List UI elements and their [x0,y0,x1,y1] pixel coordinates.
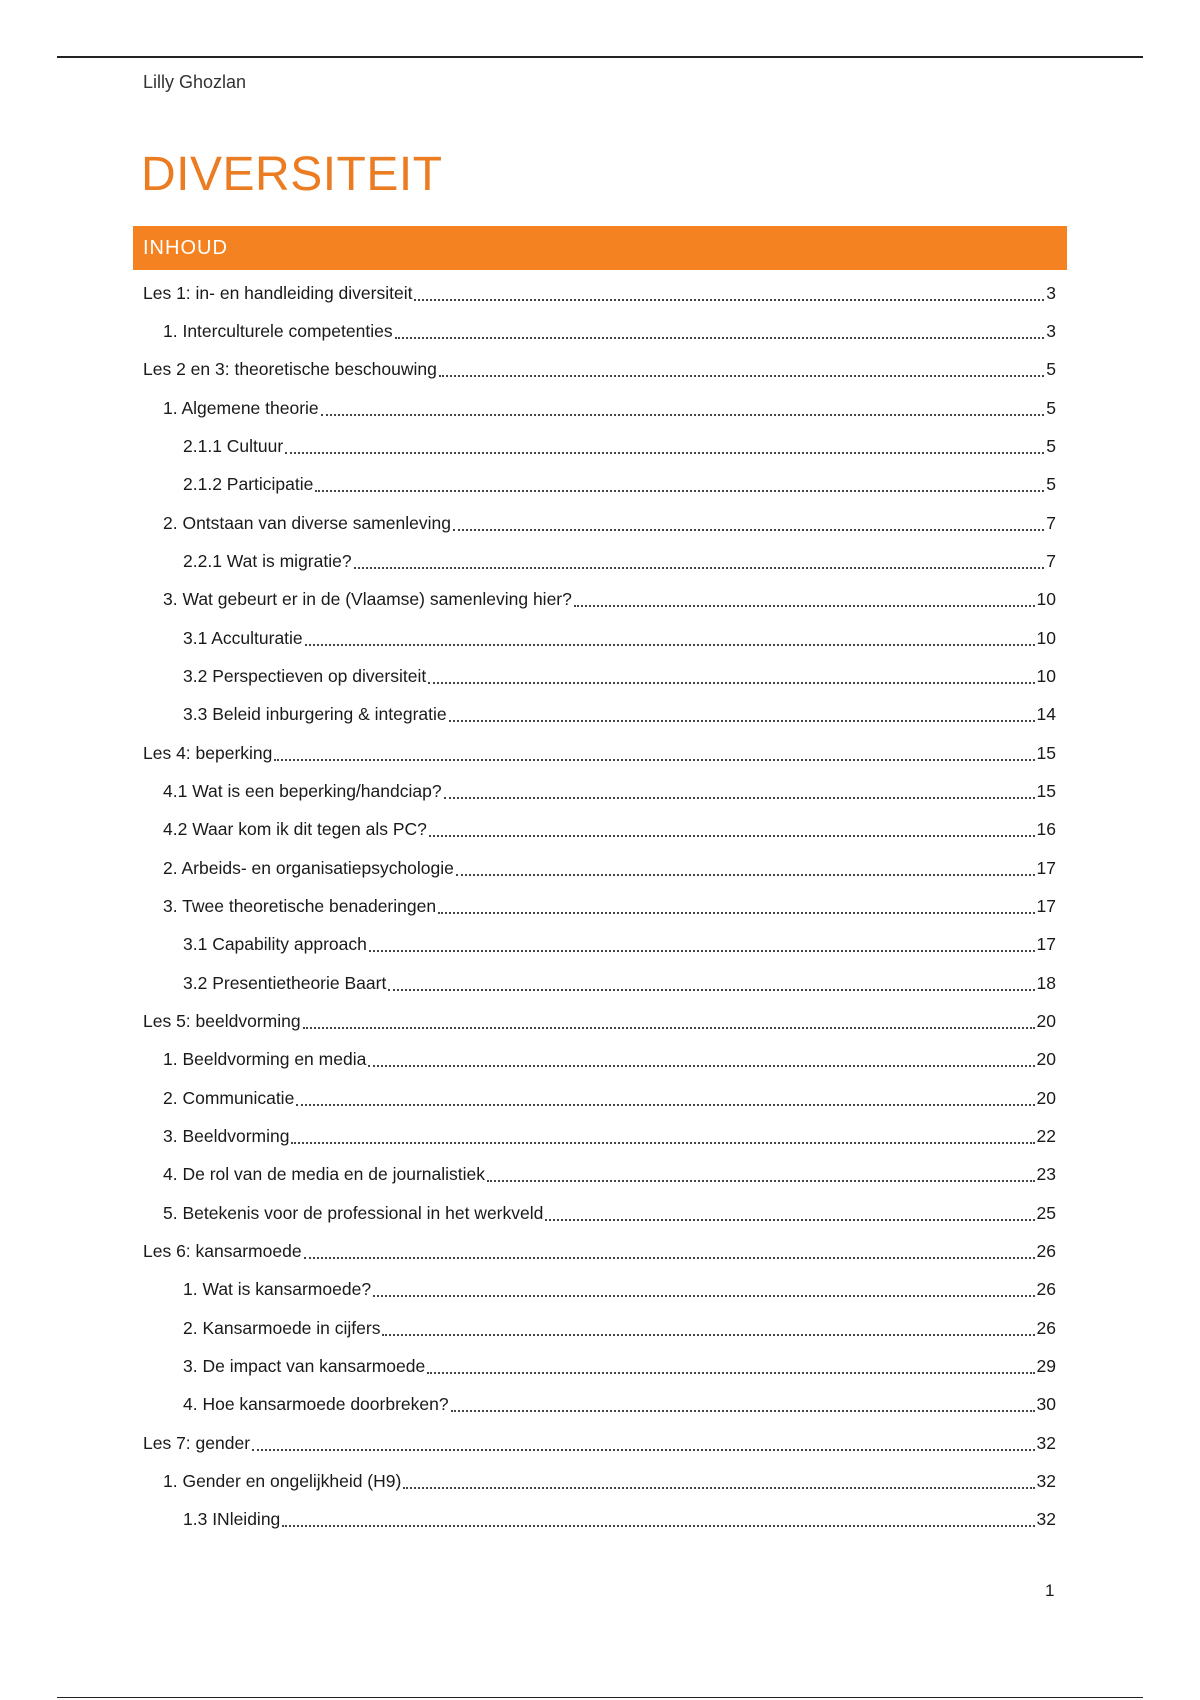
toc-entry-page: 32 [1036,1470,1056,1491]
toc-heading-banner [133,226,1067,270]
toc-entry[interactable] [143,772,1056,810]
toc-entry-page: 5 [1046,474,1056,495]
toc-dot-leader [427,1371,1034,1374]
toc-entry[interactable] [143,1079,1056,1117]
toc-dot-leader [373,1294,1034,1297]
toc-entry-title: 1. Wat is kansarmoede? [183,1279,372,1300]
document-title: DIVERSITEIT [141,148,443,201]
toc-entry-title: 3. Wat gebeurt er in de (Vlaamse) samenleving hier? [163,589,572,610]
toc-entry-title: 1. Algemene theorie [163,397,319,418]
toc-dot-leader [282,1524,1034,1527]
toc-dot-leader [429,834,1035,837]
toc-entry[interactable] [143,427,1056,465]
toc-entry[interactable] [143,1002,1056,1040]
toc-dot-leader [354,566,1045,569]
toc-entry-title: 1. Gender en ongelijkheid (H9) [163,1470,402,1491]
toc-entry-page: 5 [1046,435,1056,456]
toc-entry[interactable] [143,274,1056,312]
toc-entry-title: 3.2 Perspectieven op diversiteit [183,665,427,686]
toc-entry-title: 3. Twee theoretische benaderingen [163,895,437,916]
toc-entry-page: 29 [1036,1355,1056,1376]
toc-dot-leader [368,1064,1034,1067]
toc-dot-leader [574,604,1035,607]
toc-entry-page: 26 [1036,1240,1056,1261]
toc-entry-page: 16 [1036,819,1056,840]
toc-entry[interactable] [143,1386,1056,1424]
toc-entry-title: 3. De impact van kansarmoede [183,1355,426,1376]
toc-entry-page: 32 [1036,1432,1056,1453]
toc-entry[interactable] [143,926,1056,964]
toc-entry-page: 15 [1036,742,1056,763]
toc-entry-title: 2. Communicatie [163,1087,295,1108]
toc-dot-leader [285,451,1044,454]
toc-entry[interactable] [143,1424,1056,1462]
toc-dot-leader [321,413,1045,416]
toc-entry[interactable] [143,1501,1056,1539]
toc-entry-page: 10 [1036,589,1056,610]
toc-entry[interactable] [143,734,1056,772]
toc-entry-title: 2. Kansarmoede in cijfers [183,1317,381,1338]
toc-entry[interactable] [143,351,1056,389]
toc-dot-leader [456,873,1035,876]
toc-dot-leader [274,758,1034,761]
toc-dot-leader [388,988,1034,991]
toc-entry[interactable] [143,657,1056,695]
toc-dot-leader [438,911,1034,914]
toc-entry-page: 18 [1036,972,1056,993]
toc-dot-leader [453,528,1044,531]
toc-entry-title: Les 7: gender [143,1432,251,1453]
toc-dot-leader [305,643,1035,646]
toc-entry-page: 5 [1046,397,1056,418]
toc-entry-page: 26 [1036,1317,1056,1338]
toc-entry-page: 7 [1046,550,1056,571]
toc-entry[interactable] [143,849,1056,887]
toc-entry-title: 1.3 INleiding [183,1509,281,1530]
toc-entry-title: 4. De rol van de media en de journalistiek [163,1164,485,1185]
toc-dot-leader [296,1103,1034,1106]
toc-entry[interactable] [143,1271,1056,1309]
toc-entry-title: 4. Hoe kansarmoede doorbreken? [183,1394,449,1415]
toc-entry-title: 1. Beeldvorming en media [163,1049,367,1070]
toc-entry-title: Les 1: in- en handleiding diversiteit [143,282,413,303]
toc-entry[interactable] [143,811,1056,849]
toc-entry-title: 2.1.2 Participatie [183,474,314,495]
toc-entry-page: 15 [1036,780,1056,801]
toc-entry[interactable] [143,504,1056,542]
toc-entry-title: 3. Beeldvorming [163,1125,290,1146]
toc-entry[interactable] [143,696,1056,734]
toc-entry-page: 20 [1036,1049,1056,1070]
header-rule [57,56,1143,58]
toc-dot-leader [382,1333,1034,1336]
toc-entry-title: Les 2 en 3: theoretische beschouwing [143,359,437,380]
toc-dot-leader [439,374,1044,377]
toc-dot-leader [449,719,1035,722]
toc-entry-page: 20 [1036,1010,1056,1031]
toc-entry-page: 14 [1036,704,1056,725]
toc-entry[interactable] [143,1194,1056,1232]
toc-entry-page: 23 [1036,1164,1056,1185]
footer-rule [57,1697,1143,1698]
toc-entry-page: 7 [1046,512,1056,533]
toc-entry-page: 3 [1046,320,1056,341]
toc-entry-title: 4.2 Waar kom ik dit tegen als PC? [163,819,427,840]
toc-dot-leader [428,681,1034,684]
toc-entry[interactable] [143,312,1056,350]
header-author: Lilly Ghozlan [143,72,247,92]
toc-dot-leader [487,1179,1035,1182]
toc-entry-title: 3.2 Presentietheorie Baart [183,972,387,993]
toc-entry-title: 5. Betekenis voor de professional in het werkveld [163,1202,544,1223]
toc-dot-leader [315,489,1044,492]
toc-entry-page: 26 [1036,1279,1056,1300]
page-number: 1 [1045,1581,1055,1600]
toc-entry-title: 2.2.1 Wat is migratie? [183,550,352,571]
toc-entry-title: 3.1 Acculturatie [183,627,303,648]
toc-entry[interactable] [143,1462,1056,1500]
toc-entry-title: 2. Arbeids- en organisatiepsychologie [163,857,454,878]
toc-entry[interactable] [143,466,1056,504]
toc-dot-leader [369,949,1035,952]
toc-entry[interactable] [143,1309,1056,1347]
toc-entry-title: 2. Ontstaan van diverse samenleving [163,512,451,533]
toc-dot-leader [414,298,1044,301]
toc-entry[interactable] [143,1156,1056,1194]
toc-entry-page: 32 [1036,1509,1056,1530]
toc-dot-leader [395,336,1045,339]
toc-entry-title: 1. Interculturele competenties [163,320,393,341]
toc-entry[interactable] [143,1041,1056,1079]
toc-entry-page: 17 [1036,895,1056,916]
toc-dot-leader [291,1141,1034,1144]
toc-entry[interactable] [143,887,1056,925]
toc-entry-title: 3.3 Beleid inburgering & integratie [183,704,447,725]
toc-entry-page: 30 [1036,1394,1056,1415]
toc-dot-leader [252,1448,1035,1451]
toc-entry-page: 20 [1036,1087,1056,1108]
toc-heading: INHOUD [143,236,228,259]
toc-dot-leader [444,796,1035,799]
toc-entry[interactable] [143,389,1056,427]
toc-entry-page: 17 [1036,857,1056,878]
toc-entry-page: 10 [1036,627,1056,648]
toc-dot-leader [451,1409,1035,1412]
toc-dot-leader [304,1256,1035,1259]
toc-entry-title: 2.1.1 Cultuur [183,435,284,456]
toc-dot-leader [403,1486,1034,1489]
toc-entry[interactable] [143,542,1056,580]
toc-entry-title: Les 5: beeldvorming [143,1010,301,1031]
toc-entry-page: 3 [1046,282,1056,303]
toc-entry[interactable] [143,1117,1056,1155]
toc-entry-page: 17 [1036,934,1056,955]
toc-entry-title: 4.1 Wat is een beperking/handciap? [163,780,442,801]
toc-entry-page: 10 [1036,665,1056,686]
toc-entry-title: 3.1 Capability approach [183,934,367,955]
toc-entry[interactable] [143,1347,1056,1385]
toc-entry-page: 22 [1036,1125,1056,1146]
toc-entry-page: 5 [1046,359,1056,380]
toc-dot-leader [303,1026,1035,1029]
toc-entry[interactable] [143,619,1056,657]
toc-entry-title: Les 4: beperking [143,742,273,763]
table-of-contents [143,274,1056,1539]
toc-entry[interactable] [143,581,1056,619]
toc-entry[interactable] [143,964,1056,1002]
toc-entry-title: Les 6: kansarmoede [143,1240,302,1261]
toc-dot-leader [545,1218,1034,1221]
toc-entry-page: 25 [1036,1202,1056,1223]
toc-entry[interactable] [143,1232,1056,1270]
